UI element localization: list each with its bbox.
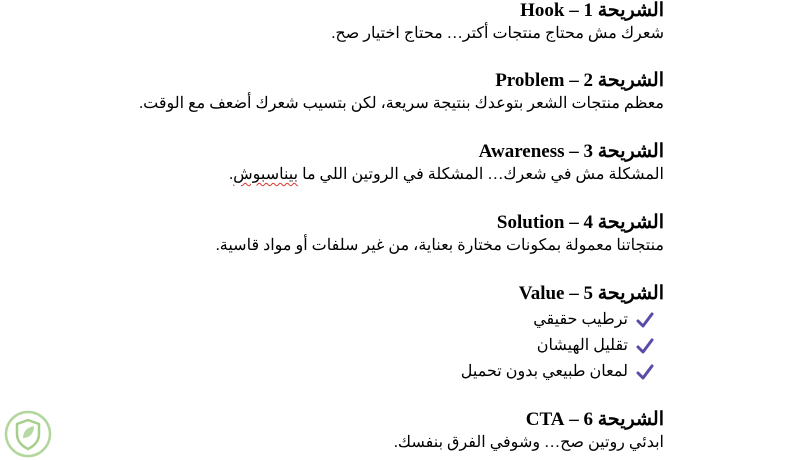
slide-3	[229, 141, 664, 185]
slide-6-body: ابدئي روتين صح… وشوفي الفرق بنفسك.	[393, 434, 664, 451]
bullet-text: تقليل الهيشان	[536, 337, 628, 354]
list-item	[461, 307, 654, 333]
slide-2	[139, 70, 664, 114]
slide-1-body: شعرك مش محتاج منتجات أكتر… محتاج اختيار صح.	[331, 25, 664, 42]
slide-4-body: منتجاتنا معمولة بمكونات مختارة بعناية، من غير سلفات أو مواد قاسية.	[215, 237, 664, 254]
slide-6	[394, 409, 664, 453]
check-mark-icon	[636, 363, 654, 381]
shield-leaf-logo-icon	[2, 408, 54, 460]
bullet-text: لمعان طبيعي بدون تحميل	[460, 363, 628, 380]
slide-3-body-text: المشكلة مش في شعرك… المشكلة في الروتين اللي ما	[298, 166, 664, 183]
list-item	[461, 359, 654, 385]
check-mark-icon	[636, 337, 654, 355]
bullet-text: ترطيب حقيقي	[533, 311, 628, 328]
slide-6-heading: الشريحة 6 – CTA	[525, 409, 664, 430]
slide-3-body-end: .	[229, 166, 234, 183]
slide-5	[461, 283, 664, 385]
slide-1	[331, 0, 664, 44]
slide-2-heading: الشريحة 2 – Problem	[495, 70, 664, 91]
check-mark-icon	[636, 311, 654, 329]
slide-5-heading: الشريحة 5 – Value	[518, 283, 664, 304]
slide-4	[216, 212, 664, 256]
slide-1-heading: الشريحة 1 – Hook	[520, 0, 664, 21]
spellcheck-flagged-word[interactable]: بيناسبوش	[233, 166, 299, 183]
slide-4-heading: الشريحة 4 – Solution	[496, 212, 664, 233]
slide-3-body	[229, 165, 664, 185]
slide-3-heading: الشريحة 3 – Awareness	[478, 141, 664, 162]
value-bullet-list	[461, 307, 664, 385]
list-item	[461, 333, 654, 359]
slide-2-body: معظم منتجات الشعر بتوعدك بنتيجة سريعة، لكن بتسيب شعرك أضعف مع الوقت.	[139, 95, 664, 112]
